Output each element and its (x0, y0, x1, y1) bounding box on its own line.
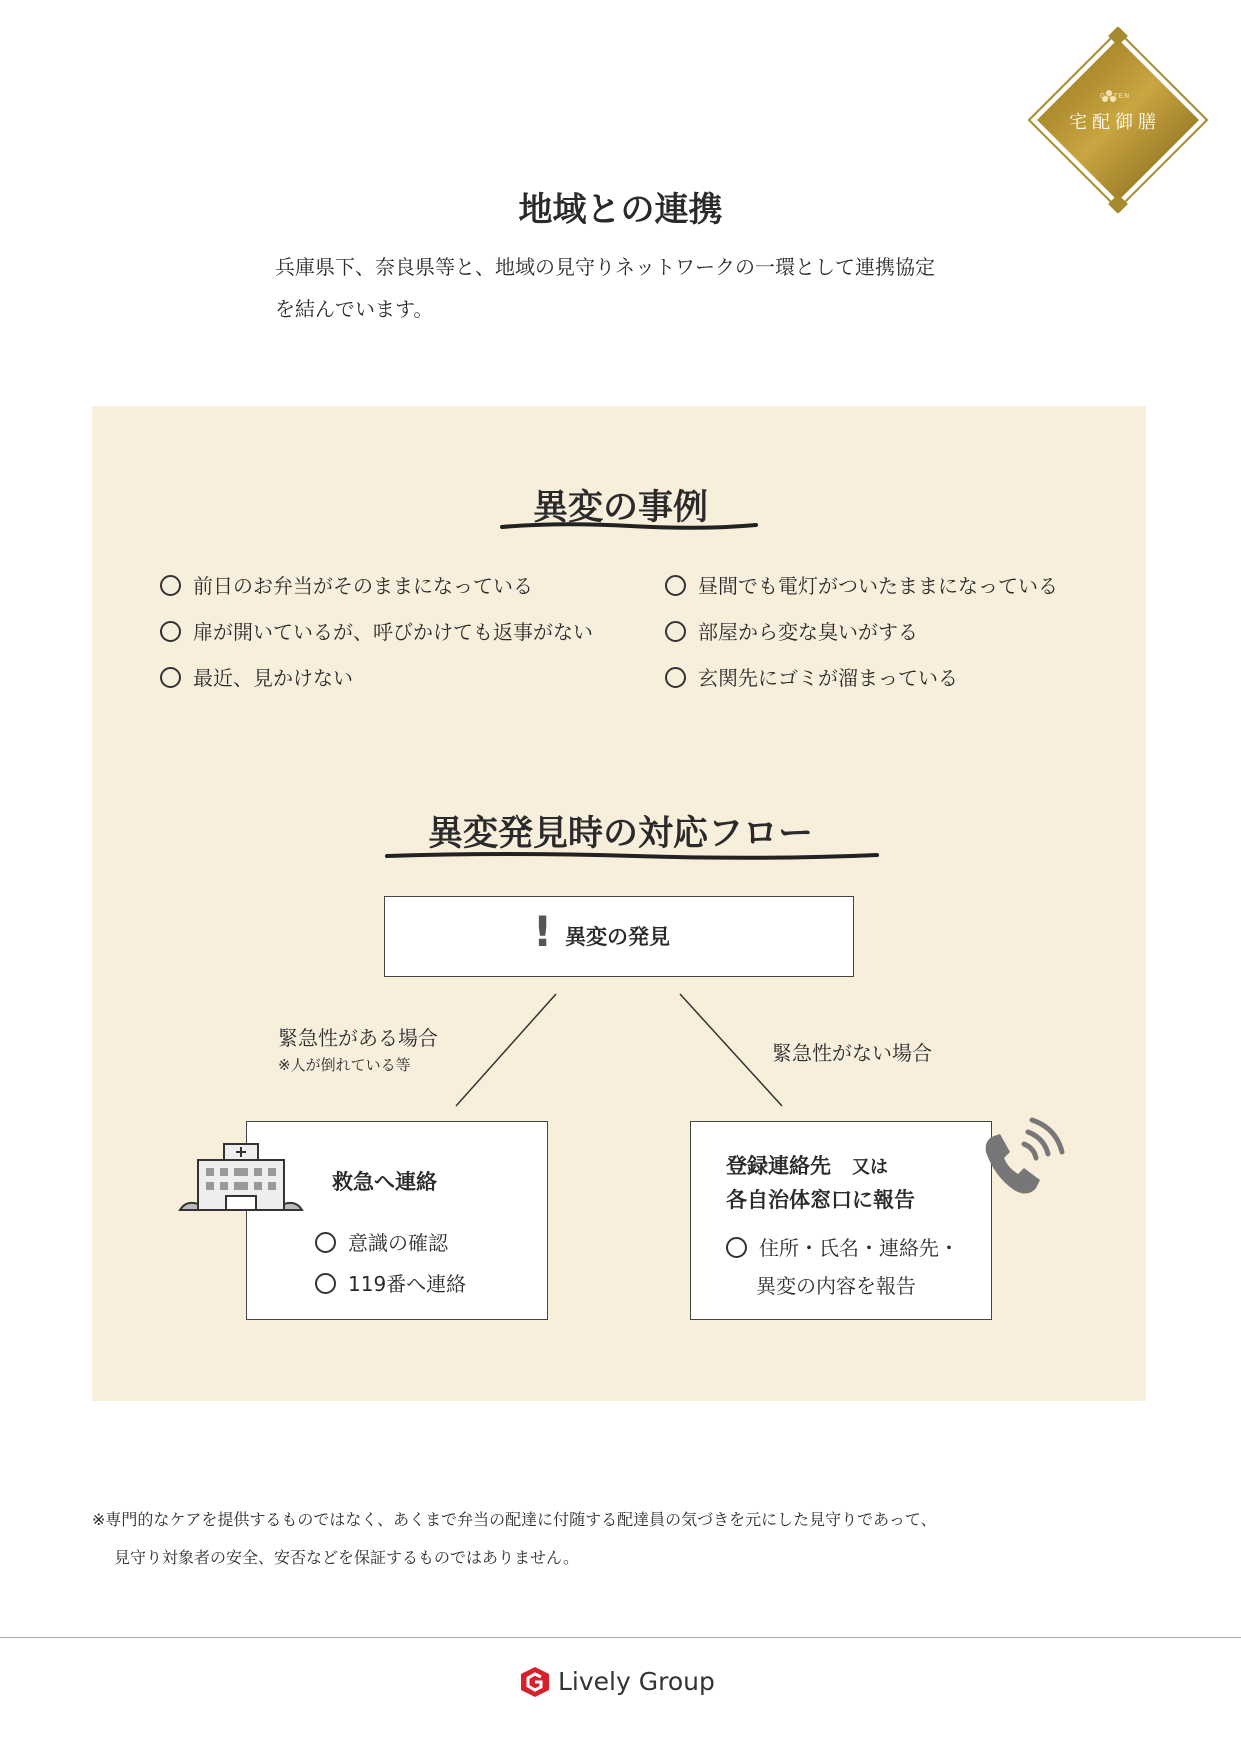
example-item: 玄関先にゴミが溜まっている (665, 662, 958, 691)
urgent-label: 緊急性がある場合 (278, 1026, 438, 1050)
report-item: 住所・氏名・連絡先・ (726, 1232, 959, 1261)
logo-brand-text: 宅配御膳 (1069, 112, 1161, 133)
circle-icon (726, 1237, 747, 1258)
company-name: Lively Group (558, 1667, 715, 1696)
page-title: 地域との連携 (518, 190, 723, 230)
exclamation-icon: ! (533, 907, 553, 956)
example-item: 最近、見かけない (160, 662, 353, 691)
emergency-item: 意識の確認 (315, 1227, 448, 1256)
circle-icon (315, 1232, 336, 1253)
report-title-line-1: 登録連絡先 又は (726, 1154, 888, 1178)
report-item-cont: 異変の内容を報告 (756, 1274, 916, 1298)
disclaimer-line-2: 見守り対象者の安全、安否などを保証するものではありません。 (114, 1548, 579, 1567)
hospital-icon (176, 1140, 306, 1214)
flow-title: 異変発見時の対応フロー (427, 813, 813, 854)
example-item: 扉が開いているが、呼びかけても返事がない (160, 616, 593, 645)
footer-divider (0, 1637, 1241, 1638)
intro-line-2: を結んでいます。 (275, 297, 434, 321)
logo-sub-text: GOZEN (1099, 92, 1131, 100)
nonurgent-label: 緊急性がない場合 (772, 1041, 932, 1065)
intro-line-1: 兵庫県下、奈良県等と、地域の見守りネットワークの一環として連携協定 (275, 255, 935, 279)
emergency-title: 救急へ連絡 (332, 1170, 437, 1194)
report-box (690, 1121, 992, 1320)
emergency-item: 119番へ連絡 (315, 1268, 466, 1297)
example-item: 昼間でも電灯がついたままになっている (665, 570, 1058, 599)
phone-icon (978, 1112, 1070, 1204)
example-item: 部屋から変な臭いがする (665, 616, 918, 645)
example-item: 前日のお弁当がそのままになっている (160, 570, 533, 599)
discovery-label: 異変の発見 (565, 925, 670, 949)
report-title-line-2: 各自治体窓口に報告 (726, 1188, 915, 1212)
examples-title: 異変の事例 (532, 487, 708, 528)
lively-group-logo-icon (520, 1666, 550, 1698)
disclaimer-line-1: ※専門的なケアを提供するものではなく、あくまで弁当の配達に付随する配達員の気づきを元にした見守りであって、 (92, 1510, 937, 1529)
circle-icon (315, 1273, 336, 1294)
urgent-note: ※人が倒れている等 (278, 1056, 411, 1074)
